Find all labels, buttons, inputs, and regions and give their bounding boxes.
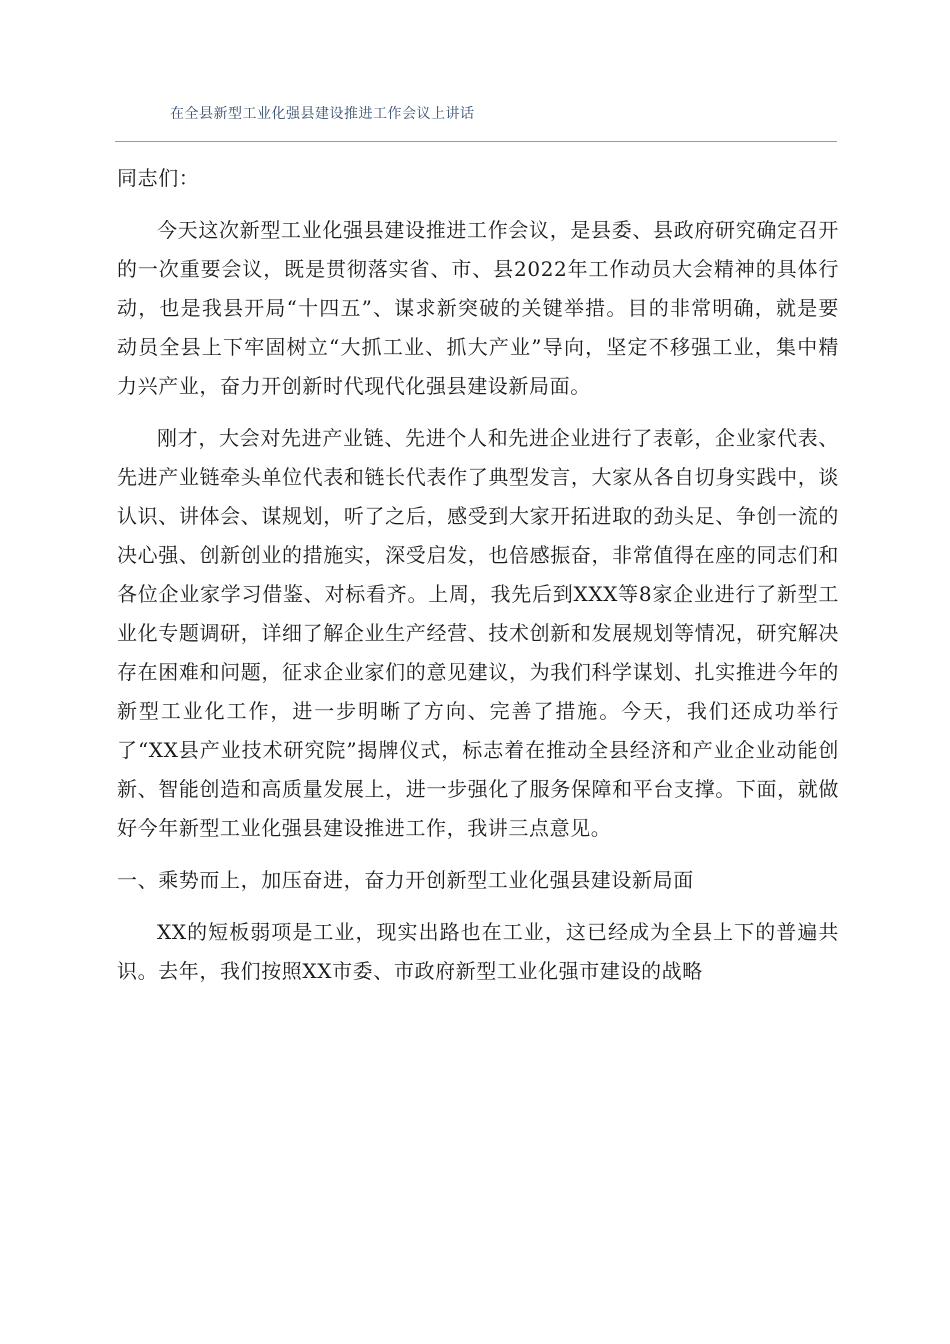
paragraph-2: 刚才，大会对先进产业链、先进个人和先进企业进行了表彰，企业家代表、先进产业链牵头单位代表和链长代表作了典型发言，大家从各自切身实践中，谈认识、讲体会、谋规划，听了之后，感受到大家开拓进取的劲头足、争创一流的决心强、创新创业的措施实，深受启发，也倍感振奋，非常值得在座的同志们和各位企业家学习借鉴、对标看齐。上周，我先后到XXX等8家企业进行了新型工业化专题调研，详细了解企业生产经营、技术创新和发展规划等情况，研究解决存在困难和问题，征求企业家们的意见建议，为我们科学谋划、扎实推进今年的新型工业化工作，进一步明晰了方向、完善了措施。今天，我们还成功举行了“XX县产业技术研究院”揭牌仪式，标志着在推动全县经济和产业企业动能创新、智能创造和高质量发展上，进一步强化了服务保障和平台支撑。下面，就做好今年新型工业化强县建设推进工作，我讲三点意见。 xyxy=(117,426,839,840)
paragraph-1: 今天这次新型工业化强县建设推进工作会议，是县委、县政府研究确定召开的一次重要会议，既是贯彻落实省、市、县2022年工作动员大会精神的具体行动，也是我县开局“十四五”、谋求新突破的关键举措。目的非常明确，就是要动员全县上下牢固树立“大抓工业、抓大产业”导向，坚定不移强工业，集中精力兴产业，奋力开创新时代现代化强县建设新局面。 xyxy=(117,218,839,398)
document-header-title: 在全县新型工业化强县建设推进工作会议上讲话 xyxy=(170,106,475,122)
section-paragraph: XX的短板弱项是工业，现实出路也在工业，这已经成为全县上下的普遍共识。去年，我们按照XX市委、市政府新型工业化强市建设的战略 xyxy=(117,920,839,983)
document-body xyxy=(117,159,839,1004)
salutation: 同志们： xyxy=(117,166,200,190)
section-heading: 一、乘势而上，加压奋进，奋力开创新型工业化强县建设新局面 xyxy=(117,868,694,892)
header-divider xyxy=(115,141,837,142)
